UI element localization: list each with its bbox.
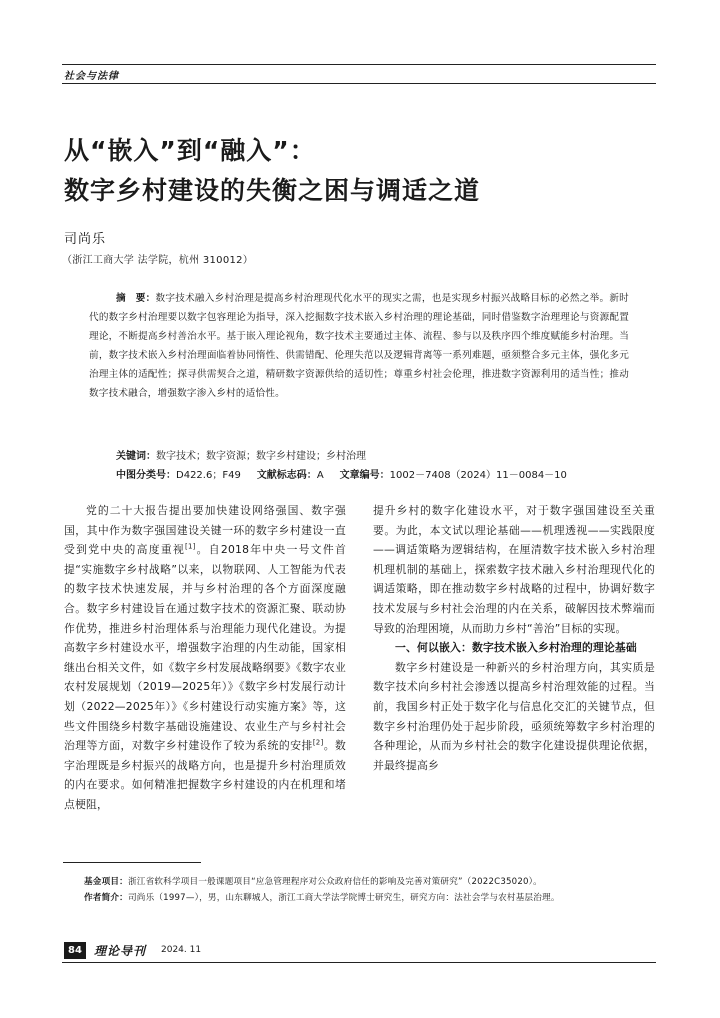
article-title-line-2: 数字乡村建设的失衡之困与调适之道 (64, 176, 481, 205)
body-paragraph: 数字乡村建设是一种新兴的乡村治理方向，其实质是数字技术向乡村社会渗透以提高乡村治理效能的过程。当前，我国乡村正处于数字化与信息化交汇的关键节点，但数字乡村治理仍处于起步阶段，亟须统筹数字乡村治理的各种理论，从而为乡村社会的数字化建设提供理论依据，并最终提高乡 (373, 660, 655, 772)
body-text: 党的二十大报告提出要加快建设网络强国、数字强国，其中作为数字强国建设关键一环的数字乡村建设一直受到党中央的高度重视 (64, 504, 346, 557)
doc-code-value: A (316, 470, 324, 481)
citation-ref: [2] (312, 738, 324, 747)
body-paragraph: 提升乡村的数字化建设水平，对于数字强国建设至关重要。为此，本文试以理论基础——机理透视——实践限度——调适策略为逻辑结构，在厘清数字技术嵌入乡村治理机理机制的基础上，探索数字技术融入乡村治理现代化的调适策略，即在推动数字乡村战略的过程中，协调好数字技术发展与乡村社会治理的内在关系，破解因技术弊端而导致的治理困境，从而助力乡村“善治”目标的实现。 (373, 504, 655, 635)
abstract-label: 摘 要： (116, 293, 156, 304)
abstract (89, 289, 629, 403)
article-title-line-1: 从“嵌入”到“融入”： (64, 136, 316, 165)
body-column-right (373, 501, 655, 775)
footer-rule (62, 962, 656, 963)
journal-issue: 2024. 11 (161, 945, 202, 955)
clc-label: 中图分类号： (116, 470, 176, 481)
author-affiliation: （浙江工商大学 法学院，杭州 310012） (62, 255, 254, 266)
classification-line (116, 466, 567, 481)
article-no-value: 1002－7408（2024）11－0084－10 (389, 470, 567, 481)
keywords-label: 关键词： (116, 451, 156, 462)
section-label: 社会与法律 (64, 71, 119, 82)
journal-name: 理论导刊 (94, 944, 147, 958)
keywords (116, 447, 366, 462)
page-number: 84 (64, 942, 86, 959)
keywords-text: 数字技术；数字资源；数字乡村建设；乡村治理 (156, 451, 366, 462)
doc-code-label: 文献标志码： (256, 470, 317, 481)
clc-value: D422.6；F49 (176, 470, 241, 481)
author-bio-label: 作者简介： (84, 893, 128, 903)
header-rule-bottom (62, 83, 656, 84)
author-name: 司尚乐 (64, 232, 107, 247)
body-text: 。数字治理既是乡村振兴的战略方向，也是提升乡村治理质效的内在要求。如何精准把握数字乡村建设的内在机理和堵点梗阻， (64, 739, 346, 811)
header-rule-top (62, 64, 656, 65)
footnote-author (64, 891, 658, 906)
body-paragraph (64, 501, 346, 815)
body-text: 。自2018年中央一号文件首提“实施数字乡村战略”以来，以物联网、人工智能为代表的数字技术快速发展，并与乡村治理的各个方面深度融合。数字乡村建设旨在通过数字技术的资源汇聚、联动协作优势，推进乡村治理体系与治理能力现代化建设。为提高数字乡村建设水平，增强数字治理的内生动能，国家相继出台相关文件，如《数字乡村发展战略纲要》《数字农业农村发展规划（2019—2025年）》《数字乡村发展行动计划（2022—2025年）》《乡村建设行动实施方案》等，这些文件围绕乡村数字基础设施建设、农业生产与乡村社会治理等方面，对数字乡村建设作了较为系统的安排 (64, 543, 346, 753)
citation-ref: [1] (185, 542, 196, 551)
footnote-rule (63, 862, 201, 863)
fund-label: 基金项目： (84, 877, 128, 887)
article-no-label: 文章编号： (339, 470, 390, 481)
body-column-left (64, 501, 346, 815)
footnote-fund (64, 875, 658, 890)
section-heading: 一、何以嵌入：数字技术嵌入乡村治理的理论基础 (395, 641, 637, 655)
abstract-text: 数字技术融入乡村治理是提高乡村治理现代化水平的现实之需，也是实现乡村振兴战略目标的必然之举。新时代的数字乡村治理要以数字包容理论为指导，深入挖掘数字技术嵌入乡村治理的理论基础，同时借鉴数字治理理论与资源配置理论，不断提高乡村善治水平。基于嵌入理论视角，数字技术主要通过主体、流程、参与以及秩序四个维度赋能乡村治理。当前，数字技术嵌入乡村治理面临着协同惰性、供需错配、伦理失范以及逻辑背离等一系列难题，亟须整合多元主体，强化多元治理主体的适配性；探寻供需契合之道，精研数字资源供给的适切性；尊重乡村社会伦理，推进数字资源利用的适当性；推动数字技术融合，增强数字渗入乡村的适恰性。 (89, 293, 629, 399)
fund-text: 浙江省软科学项目一般课题项目“应急管理程序对公众政府信任的影响及完善对策研究”（2022C35020）。 (127, 877, 542, 887)
author-bio-text: 司尚乐（1997—），男，山东聊城人，浙江工商大学法学院博士研究生，研究方向：法社会学与农村基层治理。 (127, 893, 560, 903)
